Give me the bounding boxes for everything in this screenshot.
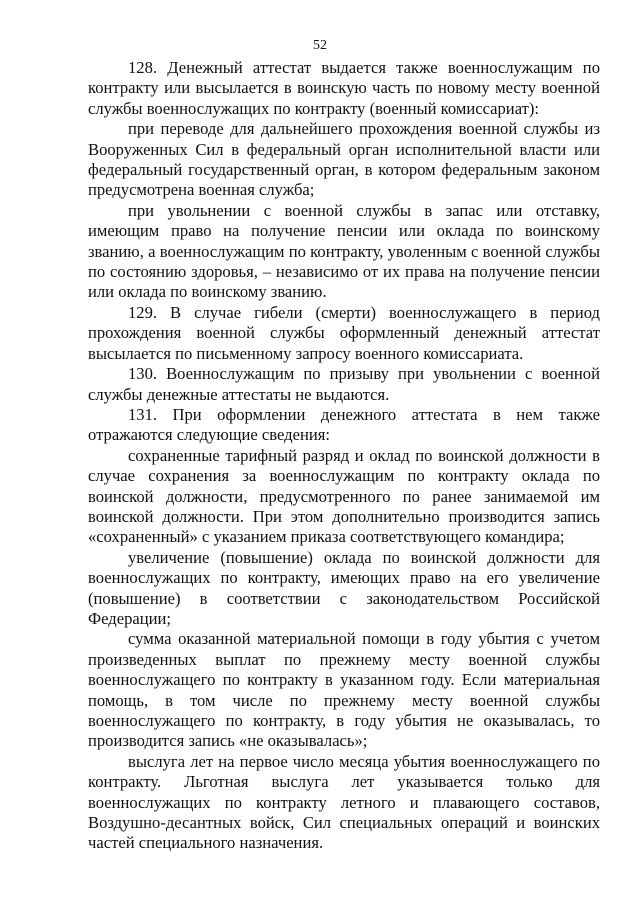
paragraph-131-material-aid: сумма оказанной материальной помощи в году убытия с учетом произведенных выплат по прежнему месту военной службы военнослужащего по контракту в указанном году. Если материальная помощь, в том числе по прежнему месту военной службы военнослужащего по контракту, в году убытия не оказывалась, то производится запись «не оказывалась»; [88,629,600,751]
paragraph-129: 129. В случае гибели (смерти) военнослужащего в период прохождения военной службы оформленный денежный аттестат высылается по письменному запросу военного комиссариата. [88,302,600,363]
paragraph-131-salary-increase: увеличение (повышение) оклада по воинской должности для военнослужащих по контракту, имеющих право на его увеличение (повышение) в соответствии с законодательством Российской Федерации; [88,547,600,628]
page-number: 52 [313,38,327,53]
document-body [88,58,600,854]
paragraph-128-dismissal: при увольнении с военной службы в запас или отставку, имеющим право на получение пенсии или оклада по воинскому званию, а военнослужащим по контракту, уволенным с военной службы по состоянию здоровья, – независимо от их права на получение пенсии или оклада по воинскому званию. [88,200,600,302]
paragraph-131-saved-salary: сохраненные тарифный разряд и оклад по воинской должности в случае сохранения за военнослужащим по контракту оклада по воинской должности, предусмотренного по ранее занимаемой им воинской должности. При этом дополнительно производится запись «сохраненный» с указанием приказа соответствующего командира; [88,445,600,547]
paragraph-131-length-of-service: выслуга лет на первое число месяца убытия военнослужащего по контракту. Льготная выслуга лет указывается только для военнослужащих по контракту летного и плавающего составов, Воздушно-десантных войск, Сил специальных операций и воинских частей специального назначения. [88,751,600,853]
paragraph-128: 128. Денежный аттестат выдается также военнослужащим по контракту или высылается в воинскую часть по новому месту военной службы военнослужащих по контракту (военный комиссариат): [88,58,600,118]
paragraph-128-transfer: при переводе для дальнейшего прохождения военной службы из Вооруженных Сил в федеральный орган исполнительной власти или федеральный государственный орган, в котором федеральным законом предусмотрена военная служба; [88,119,600,200]
paragraph-130: 130. Военнослужащим по призыву при увольнении с военной службы денежные аттестаты не выдаются. [88,364,600,404]
paragraph-131: 131. При оформлении денежного аттестата в нем также отражаются следующие сведения: [88,404,600,445]
